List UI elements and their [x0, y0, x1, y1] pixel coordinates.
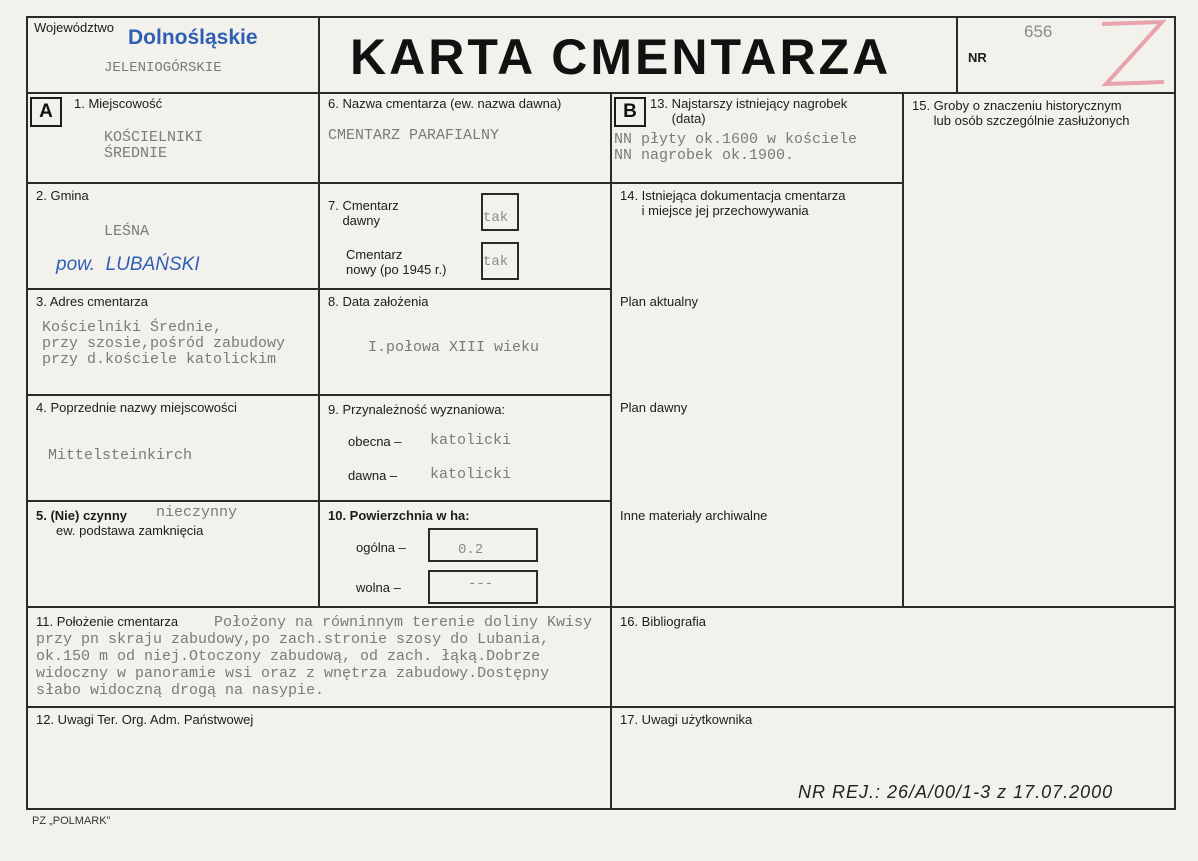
page-title: KARTA CMENTARZA [350, 29, 892, 85]
field-2-handwritten: pow. LUBAŃSKI [56, 254, 200, 275]
field-6-label: 6. Nazwa cmentarza (ew. nazwa dawna) [328, 96, 562, 111]
section-a-marker: A [30, 97, 62, 127]
wojewodztwo-typed: JELENIOGÓRSKIE [104, 60, 222, 76]
rule-v-2 [610, 92, 612, 808]
field-14-plan-current: Plan aktualny [620, 294, 699, 309]
field-3-value: Kościelniki Średnie, przy szosie,pośród zabudowy przy d.kościele katolickim [42, 319, 286, 368]
field-3-label: 3. Adres cmentarza [36, 294, 148, 309]
field-7-old-value: tak [483, 210, 509, 226]
field-5-sublabel: ew. podstawa zamknięcia [56, 523, 204, 538]
field-10-total-value: 0.2 [458, 542, 484, 558]
rule-bottom-mid [26, 706, 1176, 708]
nr-value: 656 [1024, 22, 1053, 41]
rule-main [26, 606, 1176, 608]
field-2-label: 2. Gmina [36, 188, 89, 203]
rule-bottom [26, 808, 1176, 810]
field-9-current-label: obecna – [348, 434, 402, 449]
field-1-value: KOŚCIELNIKI ŚREDNIE [104, 129, 204, 162]
field-14-label: 14. Istniejąca dokumentacja cmentarza i miejsce jej przechowywania [620, 188, 846, 218]
field-10-free-value: --- [468, 576, 494, 592]
field-12-label: 12. Uwagi Ter. Org. Adm. Państwowej [36, 712, 254, 727]
field-5-value: nieczynny [156, 504, 238, 521]
field-13-value: NN płyty ok.1600 w kościele NN nagrobek ok.1900. [614, 131, 858, 164]
field-11-label: 11. Położenie cmentarza [36, 614, 179, 629]
printer-mark: PZ „POLMARK” [32, 815, 111, 827]
field-5-label: 5. (Nie) czynny [36, 508, 128, 523]
field-8-label: 8. Data założenia [328, 294, 429, 309]
field-10-total-label: ogólna – [356, 540, 406, 555]
field-7-new-value: tak [483, 254, 509, 270]
rule-v-1 [318, 16, 320, 606]
rule-left-1 [26, 182, 904, 184]
field-9-current-value: katolicki [430, 432, 512, 449]
field-17-label: 17. Uwagi użytkownika [620, 712, 753, 727]
registry-number-handwritten: NR REJ.: 26/A/00/1-3 z 17.07.2000 [798, 782, 1114, 802]
field-11-value: Położony na równinnym terenie doliny Kwisy przy pn skraju zabudowy,po zach.stronie szosy do Lubania, ok.150 m od niej.Otoczony zabudową, od zach. łąką.Dobrze widoczny w panoramie wsi oraz z wnętrza zabudowy.Dostępny słabo widoczną drogą na nasypie. [36, 614, 593, 699]
wojewodztwo-label: Województwo [34, 20, 114, 35]
field-6-value: CMENTARZ PARAFIALNY [328, 127, 500, 144]
rule-v-right [1174, 16, 1176, 810]
field-7-label-old: 7. Cmentarz dawny [328, 198, 399, 228]
wojewodztwo-handwritten: Dolnośląskie [128, 26, 258, 49]
rule-v-3 [902, 92, 904, 606]
field-8-value: I.połowa XIII wieku [368, 339, 540, 356]
field-15-label: 15. Groby o znaczeniu historycznym lub osób szczególnie zasłużonych [912, 98, 1130, 128]
field-4-value: Mittelsteinkirch [48, 447, 193, 464]
field-2-value: LEŚNA [104, 223, 150, 240]
section-b-marker: B [614, 97, 646, 127]
field-10-free-label: wolna – [356, 580, 401, 595]
field-1-label: 1. Miejscowość [74, 96, 163, 111]
rule-v-nr [956, 16, 958, 92]
field-4-label: 4. Poprzednie nazwy miejscowości [36, 400, 237, 415]
red-z-mark [1098, 18, 1168, 90]
rule-v-left [26, 16, 28, 810]
nr-label: NR [968, 50, 987, 65]
field-9-former-value: katolicki [430, 466, 512, 483]
field-16-label: 16. Bibliografia [620, 614, 706, 629]
field-9-label: 9. Przynależność wyznaniowa: [328, 402, 506, 417]
field-13-label: 13. Najstarszy istniejący nagrobek (data) [650, 96, 848, 126]
rule-header-bottom [26, 92, 1176, 94]
field-10-label: 10. Powierzchnia w ha: [328, 508, 470, 523]
field-14-plan-old: Plan dawny [620, 400, 688, 415]
field-9-former-label: dawna – [348, 468, 398, 483]
field-14-other: Inne materiały archiwalne [620, 508, 768, 523]
field-7-label-new: Cmentarz nowy (po 1945 r.) [346, 247, 447, 277]
rule-top [26, 16, 1176, 18]
